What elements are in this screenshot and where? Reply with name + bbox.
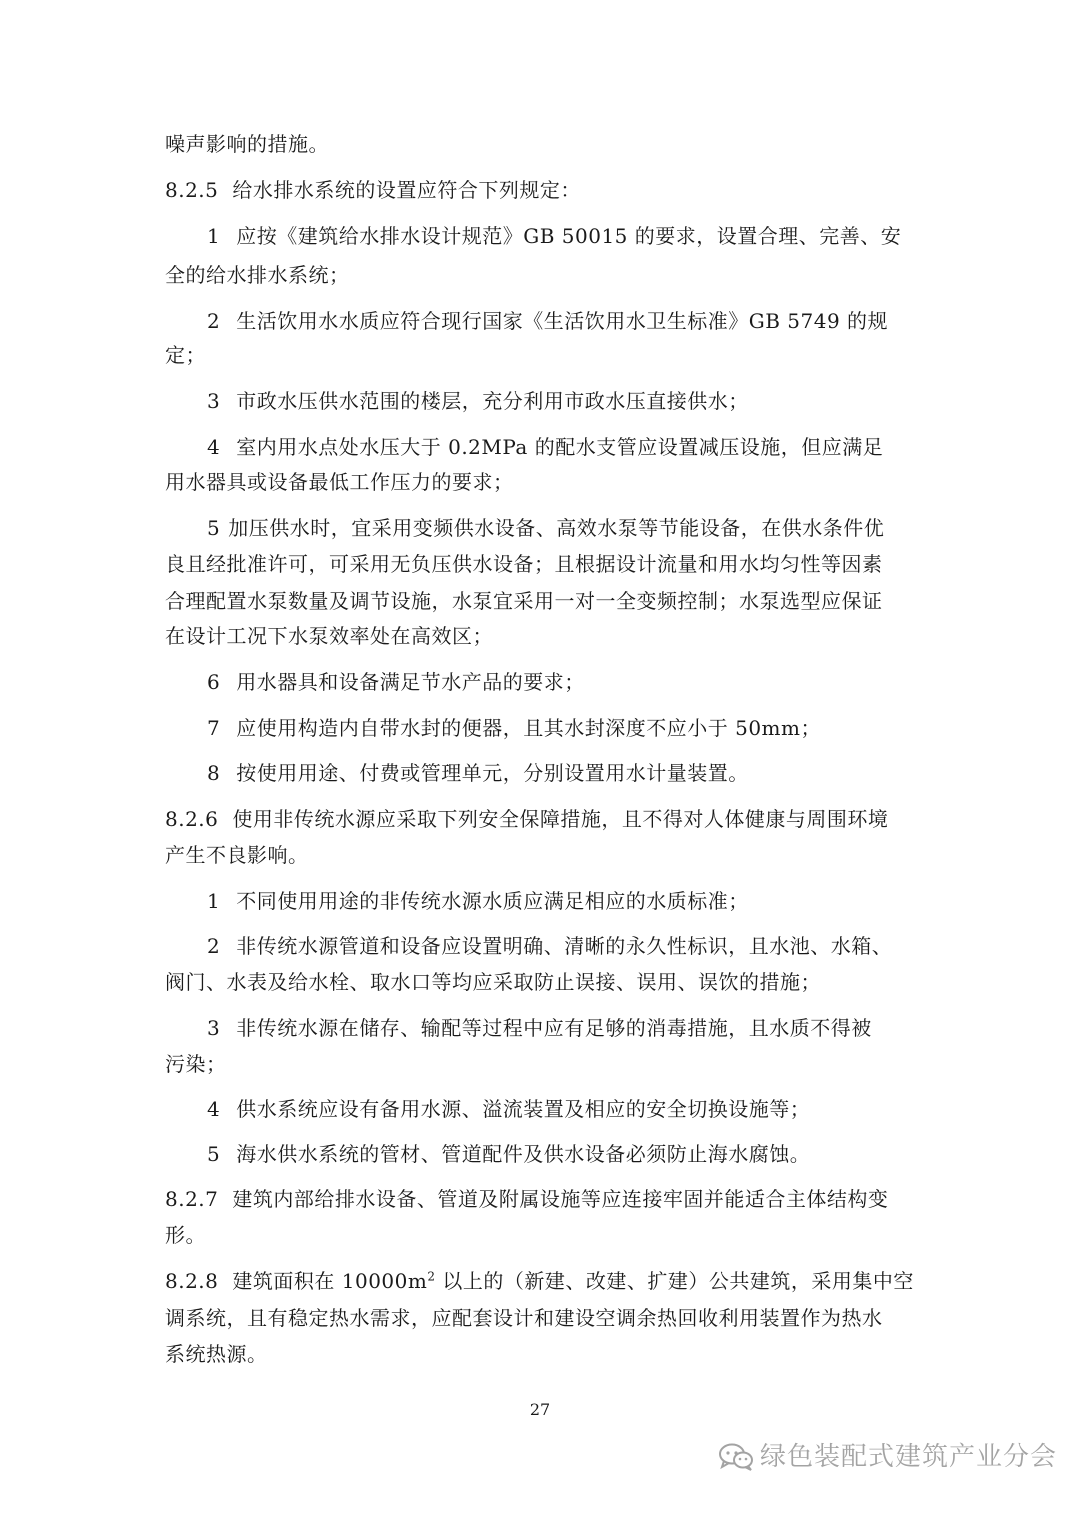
item-number: 2 bbox=[207, 934, 221, 958]
item-number: 5 bbox=[207, 1142, 221, 1166]
list-item: 3 非传统水源在储存、输配等过程中应有足够的消毒措施，且水质不得被 bbox=[207, 1016, 872, 1040]
item-number: 3 bbox=[207, 1016, 221, 1040]
item-number: 5 bbox=[207, 516, 221, 540]
paragraph-line: 污染； bbox=[165, 1052, 227, 1076]
list-item: 4 室内用水点处水压大于 0.2MPa 的配水支管应设置减压设施，但应满足 bbox=[207, 435, 884, 459]
list-item: 7 应使用构造内自带水封的便器，且其水封深度不应小于 50mm； bbox=[207, 716, 821, 740]
paragraph-line: 用水器具或设备最低工作压力的要求； bbox=[165, 470, 514, 494]
paragraph-line: 产生不良影响。 bbox=[165, 843, 309, 867]
list-item: 2 生活饮用水水质应符合现行国家《生活饮用水卫生标准》GB 5749 的规 bbox=[207, 309, 889, 333]
item-number: 4 bbox=[207, 435, 221, 459]
list-item: 4 供水系统应设有备用水源、溢流装置及相应的安全切换设施等； bbox=[207, 1097, 811, 1121]
paragraph-line: 噪声影响的措施。 bbox=[165, 132, 329, 156]
superscript: 2 bbox=[427, 1269, 436, 1284]
list-item: 3 市政水压供水范围的楼层，充分利用市政水压直接供水； bbox=[207, 389, 749, 413]
watermark bbox=[718, 1437, 1057, 1477]
item-number: 6 bbox=[207, 670, 221, 694]
paragraph-line: 定； bbox=[165, 343, 206, 367]
paragraph-line: 形。 bbox=[165, 1223, 206, 1247]
paragraph-line: 调系统，且有稳定热水需求，应配套设计和建设空调余热回收利用装置作为热水 bbox=[165, 1306, 883, 1330]
clause-number: 8.2.8 bbox=[165, 1269, 219, 1293]
list-item: 5 海水供水系统的管材、管道配件及供水设备必须防止海水腐蚀。 bbox=[207, 1142, 811, 1166]
paragraph-line: 全的给水排水系统； bbox=[165, 263, 350, 287]
list-item: 5 加压供水时，宜采用变频供水设备、高效水泵等节能设备，在供水条件优 bbox=[207, 516, 885, 540]
list-item: 6 用水器具和设备满足节水产品的要求； bbox=[207, 670, 585, 694]
item-number: 3 bbox=[207, 389, 221, 413]
clause-number: 8.2.5 bbox=[165, 178, 219, 202]
paragraph-line: 良且经批准许可，可采用无负压供水设备；且根据设计流量和用水均匀性等因素 bbox=[165, 552, 883, 576]
list-item: 8 按使用用途、付费或管理单元，分别设置用水计量装置。 bbox=[207, 761, 749, 785]
clause-8-2-7: 8.2.7 建筑内部给排水设备、管道及附属设施等应连接牢固并能适合主体结构变 bbox=[165, 1187, 889, 1211]
clause-8-2-5: 8.2.5 给水排水系统的设置应符合下列规定： bbox=[165, 178, 581, 202]
item-number: 1 bbox=[207, 224, 221, 248]
list-item: 2 非传统水源管道和设备应设置明确、清晰的永久性标识，且水池、水箱、 bbox=[207, 934, 893, 958]
paragraph-line: 在设计工况下水泵效率处在高效区； bbox=[165, 624, 493, 648]
list-item: 1 应按《建筑给水排水设计规范》GB 50015 的要求，设置合理、完善、安 bbox=[207, 224, 902, 248]
page-number: 27 bbox=[529, 1400, 551, 1419]
item-number: 4 bbox=[207, 1097, 221, 1121]
paragraph-line: 阀门、水表及给水栓、取水口等均应采取防止误接、误用、误饮的措施； bbox=[165, 970, 821, 994]
clause-8-2-8: 8.2.8 建筑面积在 $10000m^2$ 以上的（新建、改建、扩建）公共建筑，采用集中空 bbox=[165, 1269, 914, 1293]
watermark-text: 绿色装配式建筑产业分会 bbox=[760, 1442, 1058, 1472]
item-number: 7 bbox=[207, 716, 221, 740]
clause-number: 8.2.6 bbox=[165, 807, 219, 831]
clause-number: 8.2.7 bbox=[165, 1187, 219, 1211]
paragraph-line: 系统热源。 bbox=[165, 1342, 268, 1366]
item-number: 1 bbox=[207, 889, 221, 913]
wechat-icon bbox=[718, 1442, 754, 1472]
paragraph-line: 合理配置水泵数量及调节设施，水泵宜采用一对一全变频控制；水泵选型应保证 bbox=[165, 589, 883, 613]
clause-8-2-6: 8.2.6 使用非传统水源应采取下列安全保障措施，且不得对人体健康与周围环境 bbox=[165, 807, 889, 831]
item-number: 2 bbox=[207, 309, 221, 333]
list-item: 1 不同使用用途的非传统水源水质应满足相应的水质标准； bbox=[207, 889, 749, 913]
item-number: 8 bbox=[207, 761, 221, 785]
